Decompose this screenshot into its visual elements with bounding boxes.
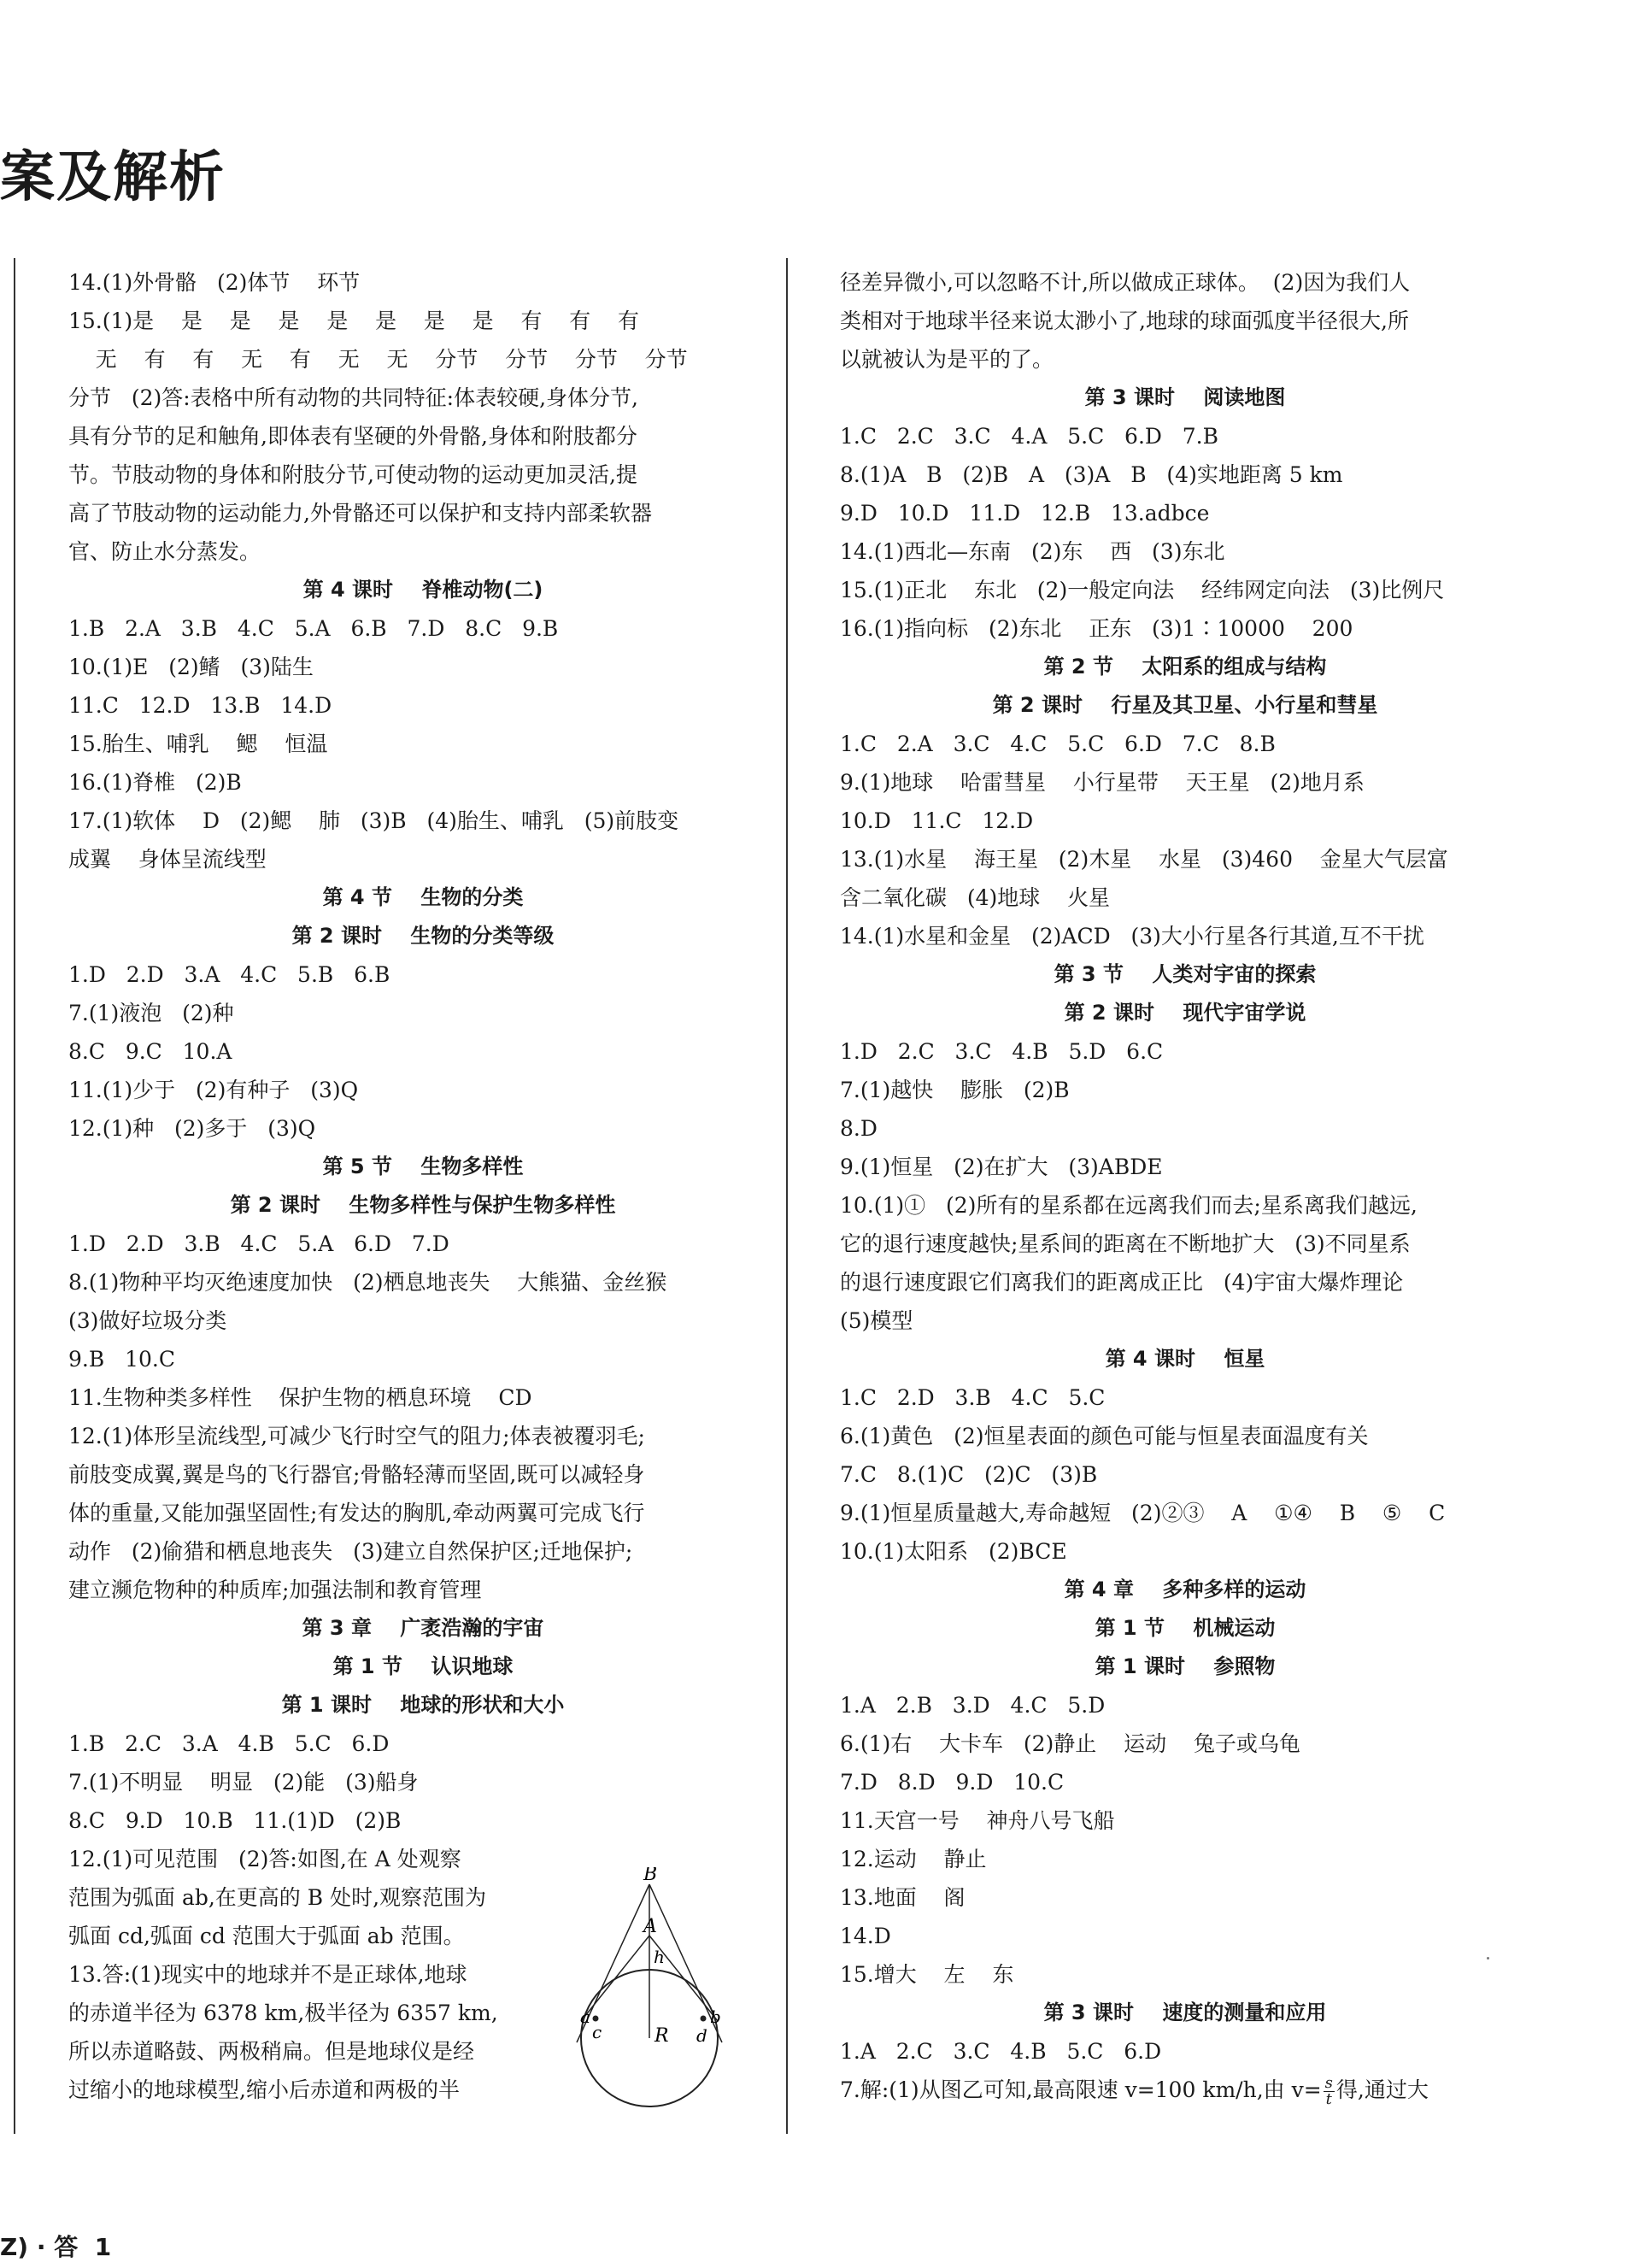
answer-line: 以就被认为是平的了。 xyxy=(840,347,1054,372)
answer-line: 它的退行速度越快;星系间的距离在不断地扩大 (3)不同星系 xyxy=(840,1231,1411,1256)
answer-line: 1.B 2.A 3.B 4.C 5.A 6.B 7.D 8.C 9.B xyxy=(68,616,559,641)
fraction-denominator: t xyxy=(1325,2090,1332,2108)
answer-line: 1.C 2.A 3.C 4.C 5.C 6.D 7.C 8.B xyxy=(840,732,1276,756)
answer-line: 1.C 2.D 3.B 4.C 5.C xyxy=(840,1385,1106,1410)
answer-line: 8.(1)A B (2)B A (3)A B (4)实地距离 5 km xyxy=(840,462,1343,487)
answer-line: 8.C 9.D 10.B 11.(1)D (2)B xyxy=(68,1808,402,1833)
answer-line: 范围为弧面 ab,在更高的 B 处时,观察范围为 xyxy=(68,1885,487,1910)
label-R: R xyxy=(655,2025,669,2047)
answer-line: 17.(1)软体 D (2)鳃 肺 (3)B (4)胎生、哺乳 (5)前肢变 xyxy=(68,808,679,833)
section-heading: 第 2 课时 生物的分类等级 xyxy=(291,924,555,948)
label-c: c xyxy=(592,2022,602,2042)
section-heading: 第 1 课时 地球的形状和大小 xyxy=(281,1693,565,1717)
answer-line: 12.(1)体形呈流线型,可减少飞行时空气的阻力;体表被覆羽毛; xyxy=(68,1424,645,1448)
page-title: 案及解析 xyxy=(0,146,226,209)
answer-line: 16.(1)指向标 (2)东北 正东 (3)1∶10000 200 xyxy=(840,616,1353,641)
answer-line: 11.天宫一号 神舟八号飞船 xyxy=(840,1808,1115,1833)
answer-line: 10.(1)① (2)所有的星系都在远离我们而去;星系离我们越远, xyxy=(840,1193,1418,1218)
section-heading: 第 3 节 人类对宇宙的探索 xyxy=(1054,962,1317,986)
section-heading: 第 1 节 机械运动 xyxy=(1095,1616,1276,1640)
answer-line: 15.(1)正北 东北 (2)一般定向法 经纬网定向法 (3)比例尺 xyxy=(840,578,1445,602)
answer-line: 的退行速度跟它们离我们的距离成正比 (4)宇宙大爆炸理论 xyxy=(840,1270,1404,1295)
left-margin-rule xyxy=(14,258,15,2134)
answer-line: 12.运动 静止 xyxy=(840,1847,987,1871)
label-d: d xyxy=(696,2025,707,2046)
answer-line: 7.(1)越快 膨胀 (2)B xyxy=(840,1078,1070,1102)
answer-line: 12.(1)种 (2)多于 (3)Q xyxy=(68,1116,316,1141)
point-b xyxy=(701,2016,707,2022)
answer-line: 官、防止水分蒸发。 xyxy=(68,539,261,564)
answer-line: 13.答:(1)现实中的地球并不是正球体,地球 xyxy=(68,1962,467,1987)
answer-line: 前肢变成翼,翼是鸟的飞行器官;骨骼轻薄而坚固,既可以减轻身 xyxy=(68,1462,645,1487)
answer-line: 15.胎生、哺乳 鳃 恒温 xyxy=(68,732,328,756)
point-a xyxy=(593,2016,599,2022)
right-column xyxy=(840,263,1530,2109)
answer-line: 11.(1)少于 (2)有种子 (3)Q xyxy=(68,1078,359,1102)
answer-line: 10.D 11.C 12.D xyxy=(840,808,1034,833)
fraction-s-over-t xyxy=(1324,2076,1335,2107)
answer-line: 1.A 2.C 3.C 4.B 5.C 6.D xyxy=(840,2039,1162,2064)
answer-line: (3)做好垃圾分类 xyxy=(68,1308,227,1333)
answer-line: 8.C 9.C 10.A xyxy=(68,1039,232,1064)
answer-line: 节。节肢动物的身体和附肢分节,可使动物的运动更加灵活,提 xyxy=(68,462,637,487)
answer-line: 1.D 2.C 3.C 4.B 5.D 6.C xyxy=(840,1039,1164,1064)
answer-line: 的赤道半径为 6378 km,极半径为 6357 km, xyxy=(68,2001,498,2025)
answer-line: 体的重量,又能加强坚固性;有发达的胸肌,牵动两翼可完成飞行 xyxy=(68,1501,645,1525)
answer-line: 成翼 身体呈流线型 xyxy=(68,847,267,872)
section-heading: 第 2 课时 现代宇宙学说 xyxy=(1064,1001,1306,1025)
label-a: a xyxy=(580,2007,590,2027)
label-A: A xyxy=(643,1916,657,1937)
answer-line: 分节 (2)答:表格中所有动物的共同特征:体表较硬,身体分节, xyxy=(68,385,638,410)
section-heading: 第 1 节 认识地球 xyxy=(332,1654,514,1678)
label-B: B xyxy=(643,1867,658,1885)
earth-view-figure xyxy=(560,1867,739,2124)
scan-dot xyxy=(1487,1957,1489,1960)
section-heading: 第 5 节 生物多样性 xyxy=(322,1155,524,1178)
answer-line: 无 有 有 无 有 无 无 分节 分节 分节 分节 xyxy=(68,347,688,372)
answer-line: 7.(1)液泡 (2)种 xyxy=(68,1001,234,1025)
answer-line: 9.(1)恒星 (2)在扩大 (3)ABDE xyxy=(840,1155,1163,1179)
answer-line: 建立濒危物种的种质库;加强法制和教育管理 xyxy=(68,1578,482,1602)
answer-line: 16.(1)脊椎 (2)B xyxy=(68,770,242,795)
label-h: h xyxy=(654,1947,665,1967)
answer-line: 1.D 2.D 3.B 4.C 5.A 6.D 7.D xyxy=(68,1231,449,1256)
answer-line: 9.B 10.C xyxy=(68,1347,175,1372)
answer-line: 6.(1)黄色 (2)恒星表面的颜色可能与恒星表面温度有关 xyxy=(840,1424,1369,1448)
answer-line: 9.(1)地球 哈雷彗星 小行星带 天王星 (2)地月系 xyxy=(840,770,1365,795)
answer-line: 12.(1)可见范围 (2)答:如图,在 A 处观察 xyxy=(68,1847,461,1871)
answer-line: 15.增大 左 东 xyxy=(840,1962,1014,1987)
column-divider xyxy=(786,258,788,2134)
answer-line: 1.C 2.C 3.C 4.A 5.C 6.D 7.B xyxy=(840,424,1218,449)
answer-line: 10.(1)E (2)鳍 (3)陆生 xyxy=(68,655,314,679)
answer-line: 7.D 8.D 9.D 10.C xyxy=(840,1770,1065,1795)
answer-line: 8.(1)物种平均灭绝速度加快 (2)栖息地丧失 大熊猫、金丝猴 xyxy=(68,1270,667,1295)
answer-line: 14.(1)水星和金星 (2)ACD (3)大小行星各行其道,互不干扰 xyxy=(840,924,1424,949)
answer-line: 含二氧化碳 (4)地球 火星 xyxy=(840,885,1111,910)
answer-line: 11.C 12.D 13.B 14.D xyxy=(68,693,332,718)
section-heading: 第 3 课时 阅读地图 xyxy=(1084,385,1286,409)
answer-line: 9.D 10.D 11.D 12.B 13.adbce xyxy=(840,501,1210,526)
answer-line: 14.D xyxy=(840,1924,891,1948)
answer-line: 动作 (2)偷猎和栖息地丧失 (3)建立自然保护区;迁地保护; xyxy=(68,1539,633,1564)
answer-line: 7.(1)不明显 明显 (2)能 (3)船身 xyxy=(68,1770,419,1795)
tangent-a-left xyxy=(581,1936,649,2021)
answer-line: 6.(1)右 大卡车 (2)静止 运动 兔子或乌龟 xyxy=(840,1731,1300,1756)
section-heading: 第 1 课时 参照物 xyxy=(1095,1654,1276,1678)
answer-line: 过缩小的地球模型,缩小后赤道和两极的半 xyxy=(68,2077,460,2102)
answer-line: 8.D xyxy=(840,1116,878,1141)
formula-suffix: 得,通过大 xyxy=(1335,2077,1429,2102)
answer-line: 径差异微小,可以忽略不计,所以做成正球体。 (2)因为我们人 xyxy=(840,270,1411,295)
answer-line: 10.(1)太阳系 (2)BCE xyxy=(840,1539,1067,1564)
answer-line: 具有分节的足和触角,即体表有坚硬的外骨骼,身体和附肢都分 xyxy=(68,424,637,449)
answer-line: 1.D 2.D 3.A 4.C 5.B 6.B xyxy=(68,962,390,987)
answer-line: 1.A 2.B 3.D 4.C 5.D xyxy=(840,1693,1106,1718)
section-heading: 第 4 课时 脊椎动物(二) xyxy=(302,578,543,602)
answer-line: 所以赤道略鼓、两极稍扁。但是地球仪是经 xyxy=(68,2039,475,2064)
section-heading: 第 2 课时 行星及其卫星、小行星和彗星 xyxy=(992,693,1378,717)
answer-line: 15.(1)是 是 是 是 是 是 是 是 有 有 有 xyxy=(68,308,640,333)
fraction-numerator: s xyxy=(1324,2074,1333,2092)
left-column xyxy=(68,263,778,2109)
answer-line: 13.(1)水星 海王星 (2)木星 水星 (3)460 金星大气层富 xyxy=(840,847,1448,872)
answer-line: 类相对于地球半径来说太渺小了,地球的球面弧度半径很大,所 xyxy=(840,308,1409,333)
answer-line: 9.(1)恒星质量越大,寿命越短 (2)②③ A ①④ B ⑤ C xyxy=(840,1501,1446,1525)
section-heading: 第 2 节 太阳系的组成与结构 xyxy=(1043,655,1327,679)
section-heading: 第 3 课时 速度的测量和应用 xyxy=(1043,2001,1327,2024)
section-heading: 第 2 课时 生物多样性与保护生物多样性 xyxy=(230,1193,616,1217)
answer-line: (5)模型 xyxy=(840,1308,913,1333)
formula-prefix: 7.解:(1)从图乙可知,最高限速 v=100 km/h,由 v= xyxy=(840,2077,1322,2102)
answer-line: 1.B 2.C 3.A 4.B 5.C 6.D xyxy=(68,1731,390,1756)
answer-line: 弧面 cd,弧面 cd 范围大于弧面 ab 范围。 xyxy=(68,1924,465,1948)
answer-line: 13.地面 阁 xyxy=(840,1885,966,1910)
answer-line: 14.(1)外骨骼 (2)体节 环节 xyxy=(68,270,361,295)
section-heading: 第 4 课时 恒星 xyxy=(1105,1347,1265,1371)
answer-line: 7.C 8.(1)C (2)C (3)B xyxy=(840,1462,1098,1487)
page-footer: Z) · 答 1 xyxy=(0,2233,112,2261)
section-heading: 第 3 章 广袤浩瀚的宇宙 xyxy=(302,1616,544,1640)
answer-line: 11.生物种类多样性 保护生物的栖息环境 CD xyxy=(68,1385,532,1410)
section-heading: 第 4 章 多种多样的运动 xyxy=(1064,1578,1306,1601)
section-heading: 第 4 节 生物的分类 xyxy=(322,885,524,909)
answer-line: 14.(1)西北—东南 (2)东 西 (3)东北 xyxy=(840,539,1225,564)
answer-line-with-fraction xyxy=(840,2071,1530,2109)
answer-line: 高了节肢动物的运动能力,外骨骼还可以保护和支持内部柔软器 xyxy=(68,501,652,526)
label-b: b xyxy=(710,2007,721,2027)
